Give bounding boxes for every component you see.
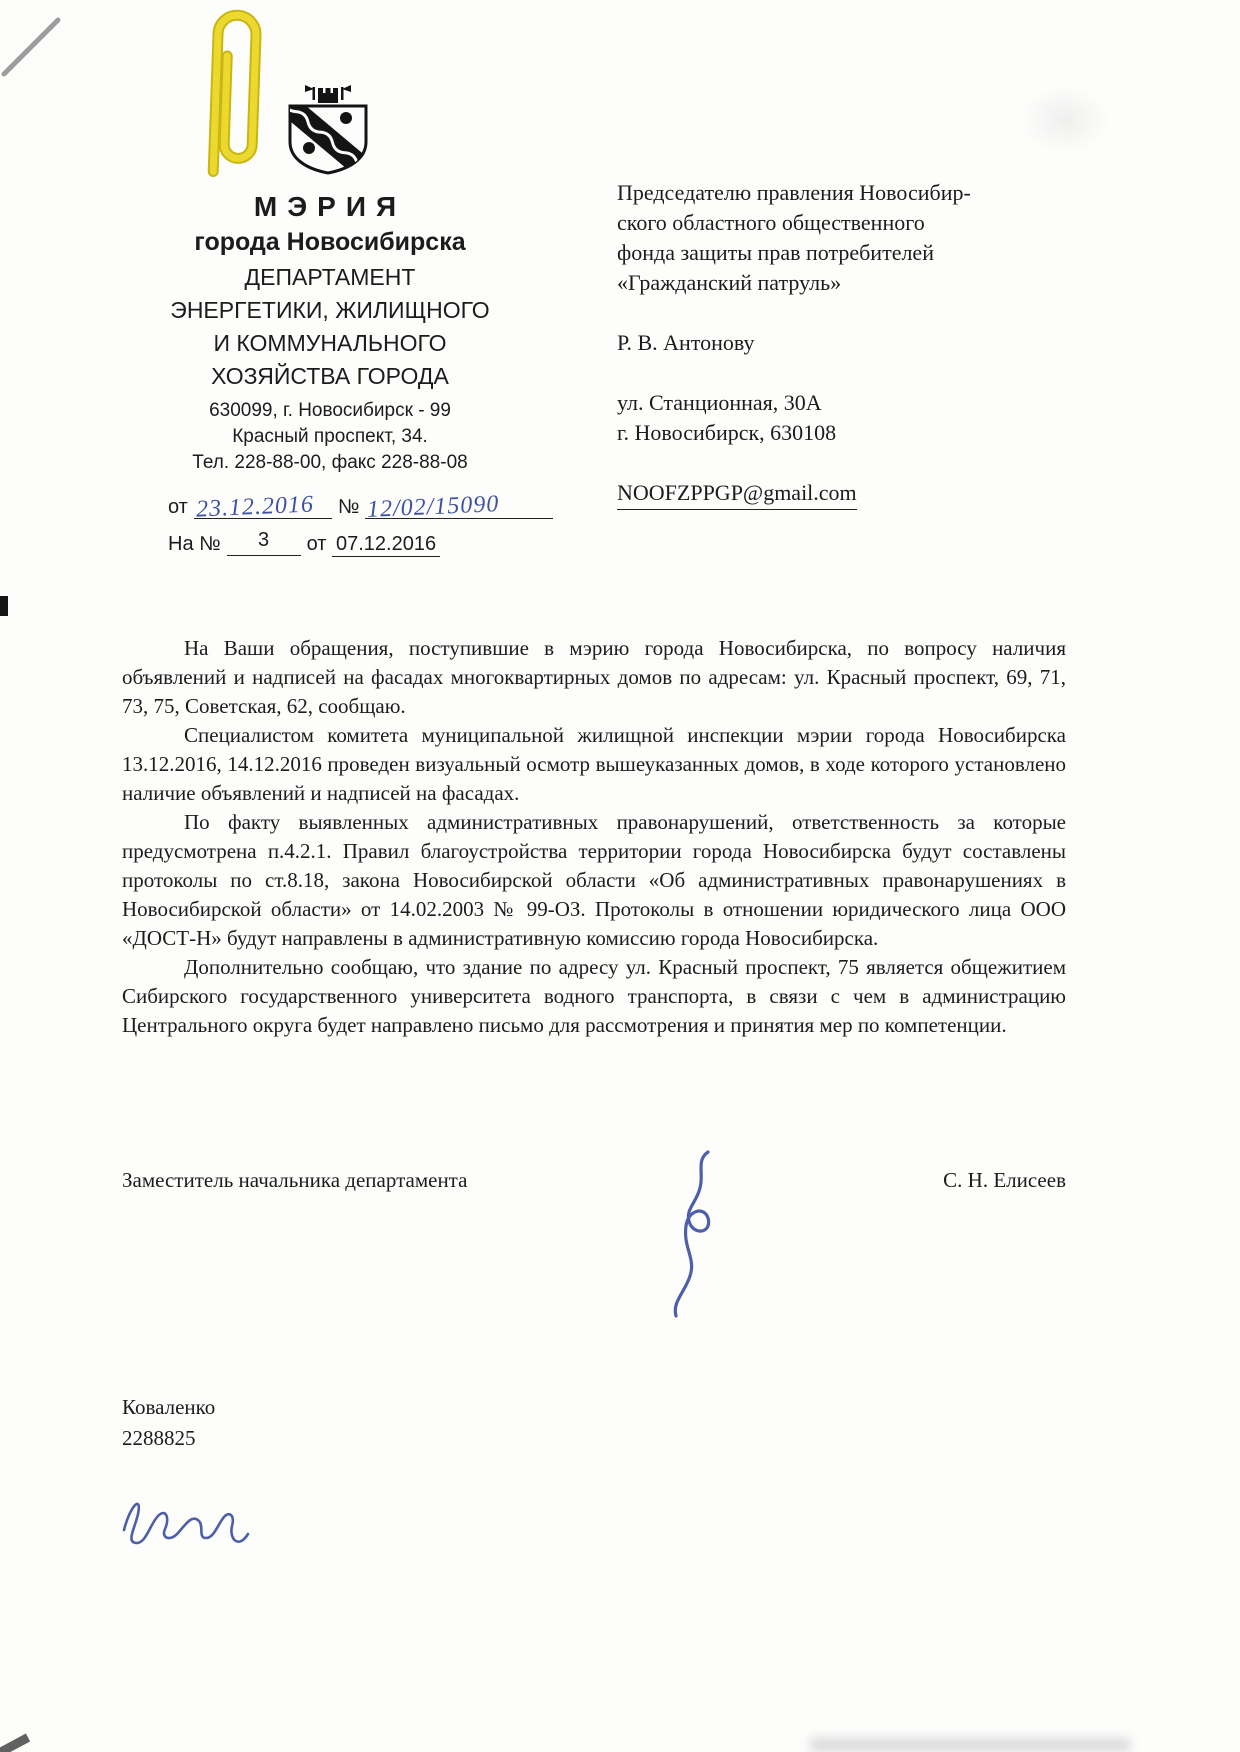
addressee-email: NOOFZPPGP@gmail.com [617, 478, 857, 510]
incoming-ref-line [168, 529, 542, 556]
department-line: И КОММУНАЛЬНОГО [213, 330, 447, 356]
executor-phone: 2288825 [122, 1426, 196, 1450]
incoming-date: 07.12.2016 [332, 533, 440, 557]
department-name [118, 261, 542, 393]
addressee-org-line: фонда защиты прав потребителей [617, 240, 934, 265]
signature-row [122, 1168, 1066, 1193]
reference-block [118, 492, 542, 556]
outgoing-no-label: № [337, 496, 360, 518]
org-name-main: МЭРИЯ [253, 191, 407, 222]
contact-line: Тел. 228-88-00, факс 228-88-08 [192, 452, 468, 473]
scan-smudge [1020, 85, 1110, 155]
spacer [617, 448, 1097, 478]
contact-line: 630099, г. Новосибирск - 99 [209, 400, 451, 421]
incoming-from-label: от [306, 533, 327, 555]
scan-artifact-diagonal-line [0, 0, 70, 85]
letter-body [122, 634, 1066, 1040]
executor-block [122, 1392, 215, 1454]
signer-position: Заместитель начальника департамента [122, 1168, 468, 1192]
incoming-number: 3 [258, 529, 270, 551]
outgoing-number-field [365, 491, 553, 523]
paperclip-icon [189, 3, 267, 181]
addressee-person: Р. В. Антонову [617, 330, 755, 355]
department-line: ХОЗЯЙСТВА ГОРОДА [211, 363, 449, 389]
handwritten-date: 23.12.2016 [195, 491, 315, 523]
org-name-city: города Новосибирска [194, 228, 466, 256]
addressee-org-line: «Гражданский патруль» [617, 270, 842, 295]
addressee-address-line: ул. Станционная, 30А [617, 390, 822, 415]
outgoing-from-label: от [168, 496, 188, 518]
handwritten-signature [600, 1140, 800, 1335]
novosibirsk-coat-of-arms-icon [283, 82, 373, 176]
handwritten-number: 12/02/15090 [366, 491, 501, 523]
incoming-label: На № [168, 533, 221, 555]
incoming-number-field [227, 529, 301, 556]
scan-artifact-corner-mark [0, 1734, 30, 1752]
addressee-address-line: г. Новосибирск, 630108 [617, 420, 837, 445]
letterhead [118, 190, 542, 556]
body-paragraph: Дополнительно сообщаю, что здание по адресу ул. Красный проспект, 75 является общежитием Сибирского государственного университета водного транспорта, в связи с чем в администрацию Центрального округа будет направлено письмо для рассмотрения и принятия мер по компетенции. [122, 955, 1066, 1037]
addressee-block [617, 178, 1097, 510]
outgoing-ref-line [168, 491, 542, 523]
body-paragraph: Специалистом комитета муниципальной жилищной инспекции мэрии города Новосибирска 13.12.2016, 14.12.2016 проведен визуальный осмотр вышеуказанных домов, в ходе которого установлено наличие объявлений и надписей на фасадах. [122, 723, 1066, 805]
letterhead-contact [118, 398, 542, 476]
scan-artifact-edge-mark [0, 596, 8, 616]
body-paragraph: На Ваши обращения, поступившие в мэрию города Новосибирска, по вопросу наличия объявлений и надписей на фасадах многоквартирных домов по адресам: ул. Красный проспект, 69, 71, 73, 75, Советская, 62, сообщаю. [122, 636, 1066, 718]
signer-name: С. Н. Елисеев [943, 1168, 1066, 1192]
spacer [617, 358, 1097, 388]
department-line: ДЕПАРТАМЕНТ [244, 264, 416, 290]
scan-smudge-bottom [810, 1738, 1130, 1752]
executor-handwritten-signature [112, 1472, 262, 1554]
body-paragraph: По факту выявленных административных правонарушений, ответственность за которые предусмотрена п.4.2.1. Правил благоустройства территории города Новосибирска будут составлены протоколы по ст.8.18, закона Новосибирской области «Об административных правонарушениях в Новосибирской области» от 14.02.2003 № 99-ОЗ. Протоколы в отношении юридического лица ООО «ДОСТ-Н» будут направлены в административную комиссию города Новосибирска. [122, 810, 1066, 950]
addressee-org-line: ского областного общественного [617, 210, 925, 235]
department-line: ЭНЕРГЕТИКИ, ЖИЛИЩНОГО [170, 297, 490, 323]
addressee-org-line: Председателю правления Новосибир- [617, 180, 971, 205]
contact-line: Красный проспект, 34. [232, 426, 428, 447]
outgoing-date-field [194, 491, 332, 523]
spacer [617, 298, 1097, 328]
executor-name: Коваленко [122, 1395, 216, 1419]
